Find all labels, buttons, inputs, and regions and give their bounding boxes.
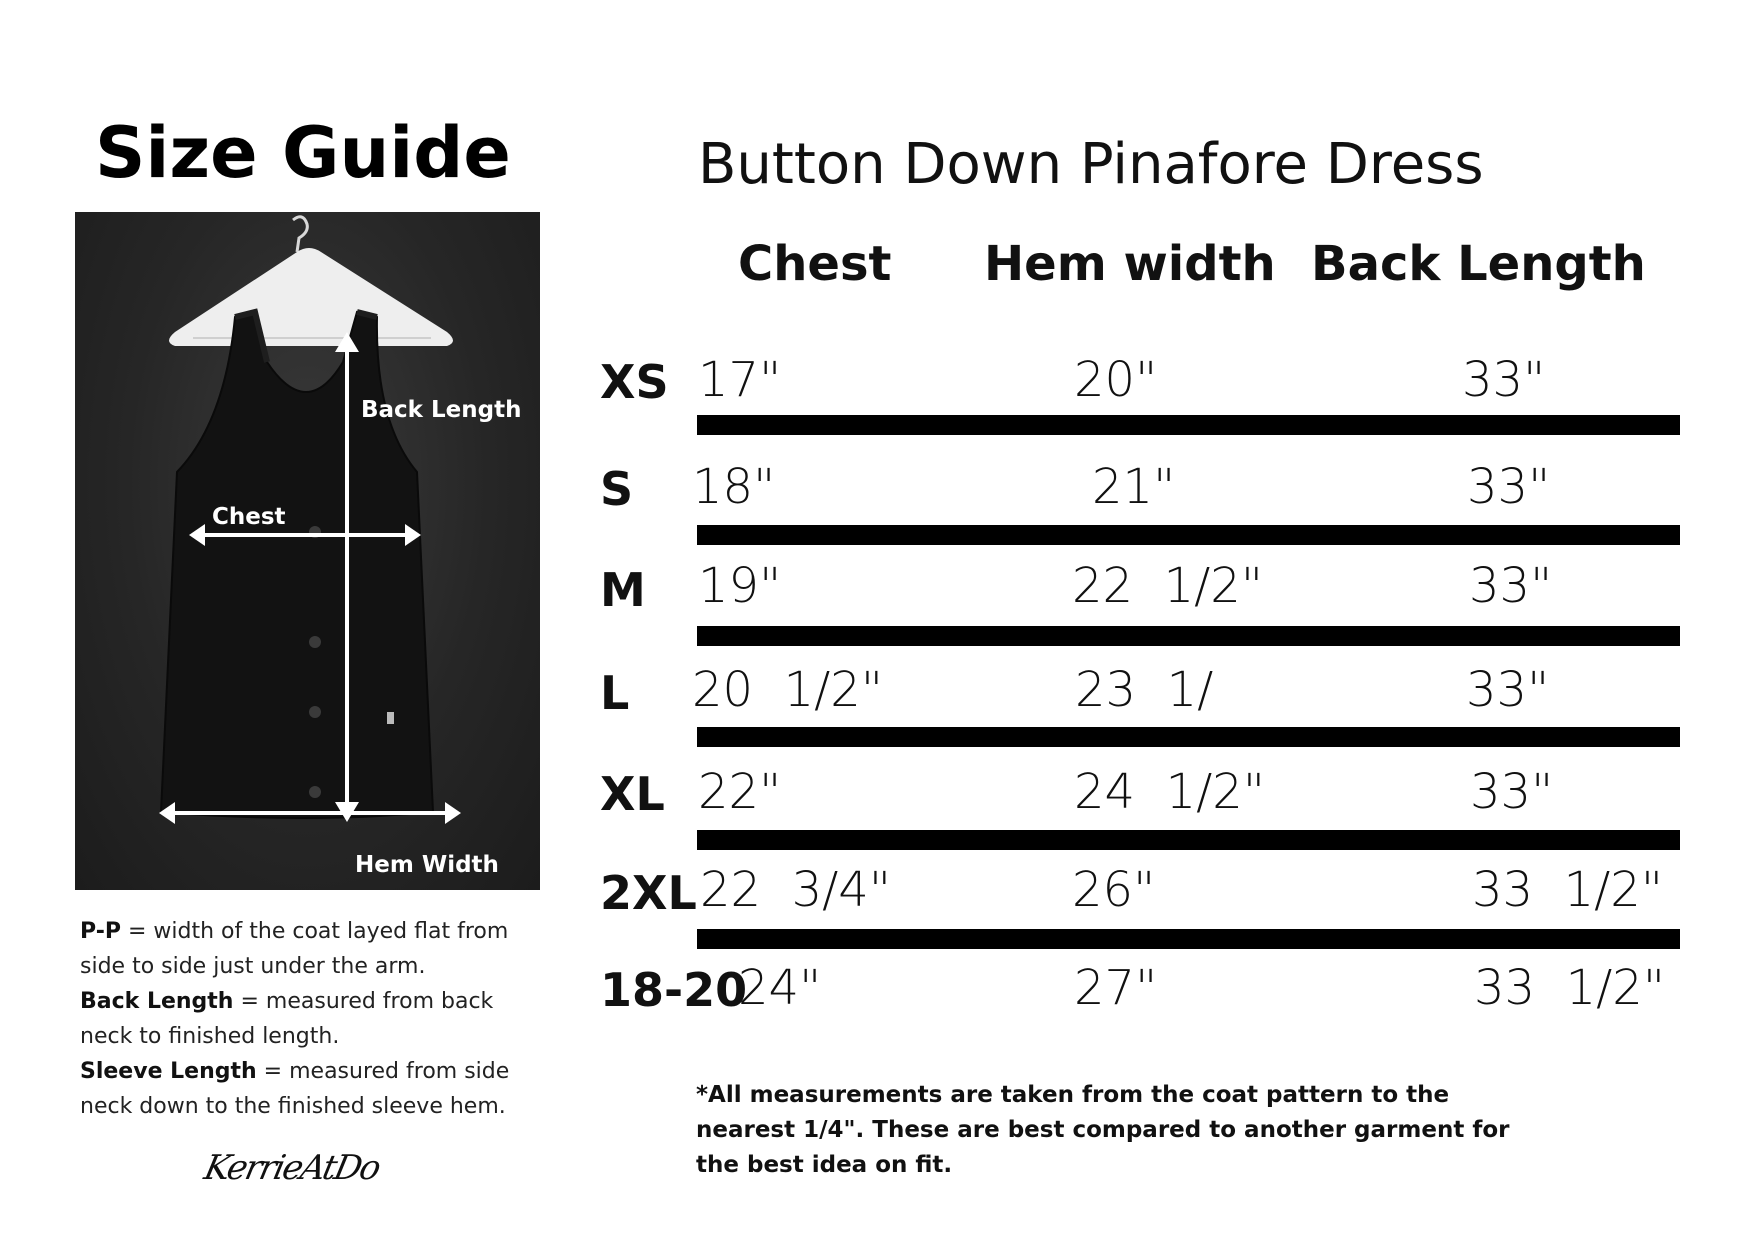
hem-value: 24 1/2"	[1074, 764, 1265, 820]
hem-value: 22 1/2"	[1072, 558, 1263, 614]
back-value: 33"	[1462, 352, 1546, 408]
column-header-hem-width: Hem width	[984, 236, 1276, 292]
back-length-label: Back Length	[361, 397, 522, 423]
garment-photo	[75, 212, 540, 890]
row-divider	[697, 727, 1680, 747]
note-term: P-P	[80, 919, 121, 944]
garment-illustration	[75, 212, 540, 890]
hem-value: 27"	[1074, 960, 1158, 1016]
signature-logo: KerrieAtDo	[200, 1148, 383, 1188]
size-label: M	[600, 563, 646, 617]
row-divider	[697, 415, 1680, 435]
chest-value: 24"	[738, 960, 822, 1016]
measurement-notes	[80, 914, 550, 1124]
size-label: XS	[600, 355, 669, 409]
note-pp	[80, 914, 550, 984]
measurement-footnote: *All measurements are taken from the coat pattern to the nearest 1/4". These are best compared to another garment for the best idea on fit.	[696, 1082, 1510, 1178]
note-term: Back Length	[80, 989, 234, 1014]
note-back-length	[80, 984, 550, 1054]
size-label: L	[600, 666, 630, 720]
row-divider	[697, 830, 1680, 850]
hem-value: 23 1/	[1075, 662, 1214, 718]
note-definition: = measured from back neck to finished length.	[80, 989, 494, 1049]
size-label: XL	[600, 767, 665, 821]
back-value: 33 1/2"	[1474, 960, 1665, 1016]
chest-value: 22 3/4"	[700, 862, 891, 918]
chest-label: Chest	[212, 504, 286, 530]
chest-value: 17"	[698, 352, 782, 408]
size-label: 2XL	[600, 866, 697, 920]
hem-width-label: Hem Width	[355, 852, 499, 878]
note-sleeve-length	[80, 1054, 550, 1124]
back-value: 33"	[1469, 558, 1553, 614]
hem-value: 26"	[1072, 862, 1156, 918]
note-definition: = measured from side neck down to the finished sleeve hem.	[80, 1059, 510, 1119]
chest-value: 19"	[698, 558, 782, 614]
chest-value: 22"	[698, 764, 782, 820]
column-header-back-length: Back Length	[1311, 236, 1646, 292]
size-label: S	[600, 462, 634, 516]
row-divider	[697, 626, 1680, 646]
hem-value: 20"	[1074, 352, 1158, 408]
chest-value: 20 1/2"	[692, 662, 883, 718]
column-header-chest: Chest	[738, 236, 892, 292]
product-title: Button Down Pinafore Dress	[698, 132, 1484, 197]
back-value: 33"	[1467, 459, 1551, 515]
back-value: 33"	[1466, 662, 1550, 718]
size-label: 18-20	[600, 963, 748, 1017]
note-term: Sleeve Length	[80, 1059, 257, 1084]
back-value: 33"	[1470, 764, 1554, 820]
row-divider	[697, 929, 1680, 949]
page-title: Size Guide	[95, 112, 511, 194]
chest-value: 18"	[692, 459, 776, 515]
back-value: 33 1/2"	[1472, 862, 1663, 918]
note-definition: = width of the coat layed flat from side to side just under the arm.	[80, 919, 509, 979]
row-divider	[697, 525, 1680, 545]
hem-value: 21"	[1092, 459, 1176, 515]
